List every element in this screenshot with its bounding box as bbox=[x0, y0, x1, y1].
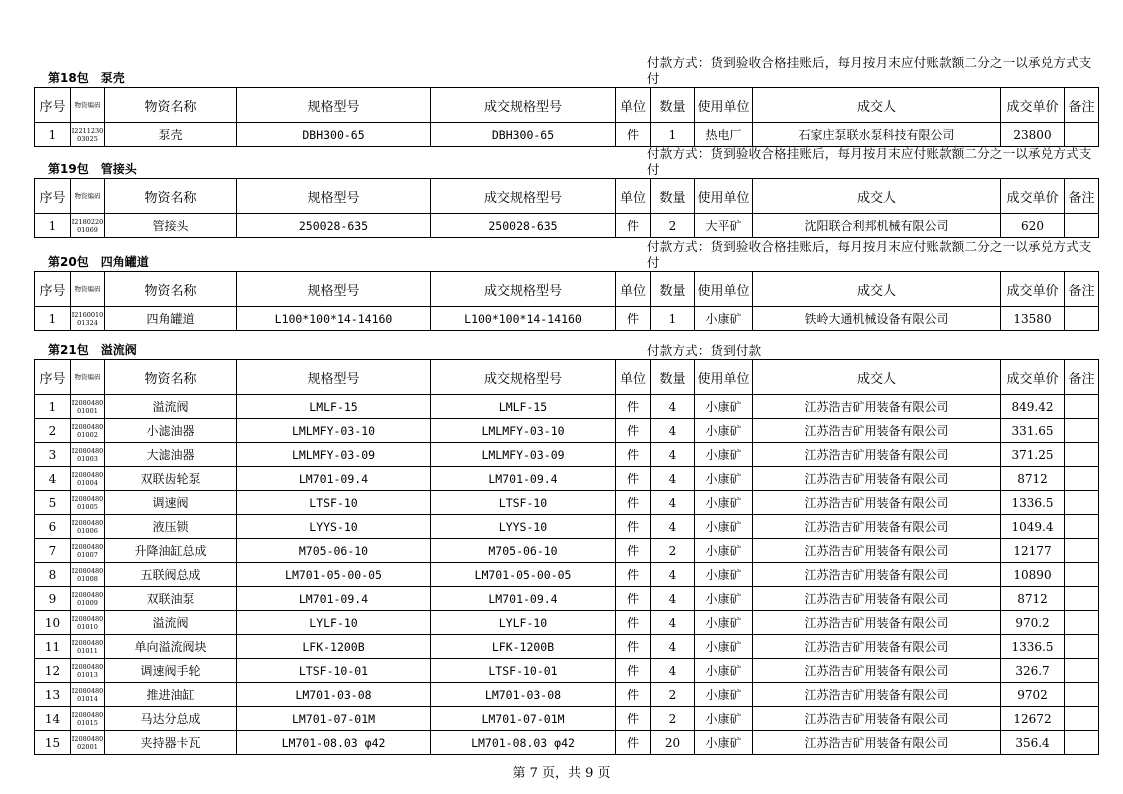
payment-terms: 付款方式：货到验收合格挂账后，每月按月末应付账款额二分之一以承兑方式支付 bbox=[647, 55, 1092, 86]
header-winner: 成交人 bbox=[753, 360, 1001, 395]
header-winner: 成交人 bbox=[753, 179, 1001, 214]
cell-deal-spec: LM701-03-08 bbox=[431, 683, 616, 707]
cell-note bbox=[1065, 659, 1099, 683]
cell-dept: 小康矿 bbox=[695, 635, 753, 659]
cell-code: I208048001003 bbox=[71, 443, 105, 467]
cell-deal-spec: 250028-635 bbox=[431, 214, 616, 238]
cell-unit: 件 bbox=[616, 467, 651, 491]
cell-winner: 江苏浩吉矿用装备有限公司 bbox=[753, 539, 1001, 563]
cell-qty: 4 bbox=[651, 563, 695, 587]
cell-winner: 江苏浩吉矿用装备有限公司 bbox=[753, 683, 1001, 707]
table-row bbox=[35, 587, 1099, 611]
cell-unit: 件 bbox=[616, 587, 651, 611]
cell-price: 326.7 bbox=[1001, 659, 1065, 683]
cell-spec: 250028-635 bbox=[237, 214, 431, 238]
cell-unit: 件 bbox=[616, 214, 651, 238]
table-row bbox=[35, 214, 1099, 238]
cell-seq: 5 bbox=[35, 491, 71, 515]
cell-price: 12177 bbox=[1001, 539, 1065, 563]
header-seq: 序号 bbox=[35, 272, 71, 307]
package-header bbox=[34, 325, 1098, 359]
cell-qty: 2 bbox=[651, 683, 695, 707]
header-qty: 数量 bbox=[651, 360, 695, 395]
cell-code: I208048002001 bbox=[71, 731, 105, 755]
cell-qty: 2 bbox=[651, 707, 695, 731]
package-19 bbox=[34, 144, 1098, 238]
header-deal-spec: 成交规格型号 bbox=[431, 272, 616, 307]
cell-spec: LFK-1200B bbox=[237, 635, 431, 659]
header-name: 物资名称 bbox=[105, 272, 237, 307]
cell-winner: 江苏浩吉矿用装备有限公司 bbox=[753, 443, 1001, 467]
table-row bbox=[35, 123, 1099, 147]
header-winner: 成交人 bbox=[753, 272, 1001, 307]
cell-name: 溢流阀 bbox=[105, 395, 237, 419]
cell-deal-spec: DBH300-65 bbox=[431, 123, 616, 147]
payment-terms: 付款方式：货到验收合格挂账后，每月按月末应付账款额二分之一以承兑方式支付 bbox=[647, 239, 1092, 270]
header-deal-spec: 成交规格型号 bbox=[431, 360, 616, 395]
cell-name: 四角罐道 bbox=[105, 307, 237, 331]
cell-price: 13580 bbox=[1001, 307, 1065, 331]
cell-deal-spec: LMLF-15 bbox=[431, 395, 616, 419]
cell-unit: 件 bbox=[616, 307, 651, 331]
payment-terms: 付款方式：货到验收合格挂账后，每月按月末应付账款额二分之一以承兑方式支付 bbox=[647, 146, 1092, 177]
header-qty: 数量 bbox=[651, 88, 695, 123]
package-title bbox=[48, 69, 125, 86]
cell-winner: 江苏浩吉矿用装备有限公司 bbox=[753, 731, 1001, 755]
cell-code: I221123003025 bbox=[71, 123, 105, 147]
cell-qty: 20 bbox=[651, 731, 695, 755]
cell-deal-spec: LM701-09.4 bbox=[431, 467, 616, 491]
cell-seq: 13 bbox=[35, 683, 71, 707]
header-name: 物资名称 bbox=[105, 88, 237, 123]
table-header-row bbox=[35, 179, 1099, 214]
cell-deal-spec: LYYS-10 bbox=[431, 515, 616, 539]
header-code: 物资编码 bbox=[71, 88, 105, 123]
header-price: 成交单价 bbox=[1001, 360, 1065, 395]
table-row bbox=[35, 467, 1099, 491]
cell-seq: 4 bbox=[35, 467, 71, 491]
cell-spec: LM701-03-08 bbox=[237, 683, 431, 707]
table-row bbox=[35, 515, 1099, 539]
cell-spec: LTSF-10 bbox=[237, 491, 431, 515]
package-name: 管接头 bbox=[100, 162, 137, 176]
header-unit: 单位 bbox=[616, 360, 651, 395]
header-code: 物资编码 bbox=[71, 272, 105, 307]
cell-deal-spec: LYLF-10 bbox=[431, 611, 616, 635]
cell-dept: 小康矿 bbox=[695, 707, 753, 731]
package-number: 第19包 bbox=[48, 162, 89, 176]
header-seq: 序号 bbox=[35, 88, 71, 123]
cell-code: I208048001009 bbox=[71, 587, 105, 611]
cell-qty: 1 bbox=[651, 307, 695, 331]
cell-deal-spec: LMLMFY-03-09 bbox=[431, 443, 616, 467]
cell-price: 12672 bbox=[1001, 707, 1065, 731]
cell-code: I208048001001 bbox=[71, 395, 105, 419]
package-number: 第21包 bbox=[48, 343, 89, 357]
cell-code: I218022001069 bbox=[71, 214, 105, 238]
cell-price: 1336.5 bbox=[1001, 491, 1065, 515]
cell-code: I208048001006 bbox=[71, 515, 105, 539]
header-seq: 序号 bbox=[35, 179, 71, 214]
cell-note bbox=[1065, 611, 1099, 635]
cell-winner: 石家庄泵联水泵科技有限公司 bbox=[753, 123, 1001, 147]
package-21 bbox=[34, 325, 1098, 755]
cell-note bbox=[1065, 214, 1099, 238]
cell-winner: 江苏浩吉矿用装备有限公司 bbox=[753, 419, 1001, 443]
header-code: 物资编码 bbox=[71, 360, 105, 395]
table-header-row bbox=[35, 360, 1099, 395]
header-note: 备注 bbox=[1065, 88, 1099, 123]
cell-deal-spec: M705-06-10 bbox=[431, 539, 616, 563]
cell-seq: 2 bbox=[35, 419, 71, 443]
cell-winner: 江苏浩吉矿用装备有限公司 bbox=[753, 659, 1001, 683]
cell-spec: LM701-09.4 bbox=[237, 467, 431, 491]
cell-price: 849.42 bbox=[1001, 395, 1065, 419]
cell-code: I208048001015 bbox=[71, 707, 105, 731]
table-row bbox=[35, 731, 1099, 755]
header-spec: 规格型号 bbox=[237, 360, 431, 395]
cell-note bbox=[1065, 443, 1099, 467]
cell-name: 双联油泵 bbox=[105, 587, 237, 611]
package-table bbox=[34, 271, 1099, 331]
cell-qty: 4 bbox=[651, 587, 695, 611]
cell-price: 970.2 bbox=[1001, 611, 1065, 635]
cell-code: I208048001011 bbox=[71, 635, 105, 659]
package-header bbox=[34, 237, 1098, 271]
cell-deal-spec: LFK-1200B bbox=[431, 635, 616, 659]
cell-spec: LM701-09.4 bbox=[237, 587, 431, 611]
cell-name: 小滤油器 bbox=[105, 419, 237, 443]
header-deal-spec: 成交规格型号 bbox=[431, 88, 616, 123]
cell-winner: 江苏浩吉矿用装备有限公司 bbox=[753, 707, 1001, 731]
cell-winner: 铁岭大通机械设备有限公司 bbox=[753, 307, 1001, 331]
cell-name: 调速阀 bbox=[105, 491, 237, 515]
package-18 bbox=[34, 53, 1098, 147]
cell-qty: 2 bbox=[651, 214, 695, 238]
cell-dept: 热电厂 bbox=[695, 123, 753, 147]
cell-seq: 9 bbox=[35, 587, 71, 611]
package-title bbox=[48, 160, 137, 177]
header-winner: 成交人 bbox=[753, 88, 1001, 123]
cell-dept: 小康矿 bbox=[695, 491, 753, 515]
cell-spec: DBH300-65 bbox=[237, 123, 431, 147]
cell-price: 1049.4 bbox=[1001, 515, 1065, 539]
table-row bbox=[35, 563, 1099, 587]
cell-price: 356.4 bbox=[1001, 731, 1065, 755]
header-qty: 数量 bbox=[651, 179, 695, 214]
cell-unit: 件 bbox=[616, 659, 651, 683]
header-deal-spec: 成交规格型号 bbox=[431, 179, 616, 214]
cell-dept: 小康矿 bbox=[695, 395, 753, 419]
cell-spec: LYYS-10 bbox=[237, 515, 431, 539]
cell-seq: 11 bbox=[35, 635, 71, 659]
cell-seq: 6 bbox=[35, 515, 71, 539]
cell-seq: 12 bbox=[35, 659, 71, 683]
cell-winner: 江苏浩吉矿用装备有限公司 bbox=[753, 587, 1001, 611]
header-dept: 使用单位 bbox=[695, 360, 753, 395]
cell-seq: 1 bbox=[35, 395, 71, 419]
cell-note bbox=[1065, 587, 1099, 611]
cell-dept: 小康矿 bbox=[695, 611, 753, 635]
cell-qty: 2 bbox=[651, 539, 695, 563]
table-row bbox=[35, 659, 1099, 683]
cell-deal-spec: L100*100*14-14160 bbox=[431, 307, 616, 331]
cell-dept: 小康矿 bbox=[695, 443, 753, 467]
cell-name: 单向溢流阀块 bbox=[105, 635, 237, 659]
cell-note bbox=[1065, 123, 1099, 147]
cell-qty: 4 bbox=[651, 611, 695, 635]
cell-spec: L100*100*14-14160 bbox=[237, 307, 431, 331]
cell-qty: 4 bbox=[651, 659, 695, 683]
cell-note bbox=[1065, 467, 1099, 491]
cell-unit: 件 bbox=[616, 731, 651, 755]
header-price: 成交单价 bbox=[1001, 179, 1065, 214]
cell-dept: 小康矿 bbox=[695, 515, 753, 539]
cell-unit: 件 bbox=[616, 491, 651, 515]
cell-unit: 件 bbox=[616, 611, 651, 635]
cell-dept: 大平矿 bbox=[695, 214, 753, 238]
cell-dept: 小康矿 bbox=[695, 683, 753, 707]
cell-seq: 1 bbox=[35, 214, 71, 238]
header-code: 物资编码 bbox=[71, 179, 105, 214]
header-dept: 使用单位 bbox=[695, 272, 753, 307]
cell-price: 371.25 bbox=[1001, 443, 1065, 467]
header-price: 成交单价 bbox=[1001, 272, 1065, 307]
cell-code: I208048001007 bbox=[71, 539, 105, 563]
cell-seq: 10 bbox=[35, 611, 71, 635]
cell-note bbox=[1065, 707, 1099, 731]
table-row bbox=[35, 539, 1099, 563]
header-spec: 规格型号 bbox=[237, 272, 431, 307]
cell-code: I208048001013 bbox=[71, 659, 105, 683]
table-header-row bbox=[35, 88, 1099, 123]
cell-winner: 江苏浩吉矿用装备有限公司 bbox=[753, 467, 1001, 491]
cell-unit: 件 bbox=[616, 419, 651, 443]
cell-dept: 小康矿 bbox=[695, 563, 753, 587]
cell-dept: 小康矿 bbox=[695, 467, 753, 491]
cell-name: 液压锁 bbox=[105, 515, 237, 539]
cell-price: 23800 bbox=[1001, 123, 1065, 147]
cell-winner: 沈阳联合利邦机械有限公司 bbox=[753, 214, 1001, 238]
cell-note bbox=[1065, 635, 1099, 659]
cell-deal-spec: LTSF-10 bbox=[431, 491, 616, 515]
cell-dept: 小康矿 bbox=[695, 419, 753, 443]
cell-spec: LMLMFY-03-10 bbox=[237, 419, 431, 443]
cell-seq: 7 bbox=[35, 539, 71, 563]
cell-unit: 件 bbox=[616, 515, 651, 539]
header-spec: 规格型号 bbox=[237, 88, 431, 123]
table-row bbox=[35, 635, 1099, 659]
cell-deal-spec: LMLMFY-03-10 bbox=[431, 419, 616, 443]
header-note: 备注 bbox=[1065, 272, 1099, 307]
cell-name: 五联阀总成 bbox=[105, 563, 237, 587]
package-name: 四角罐道 bbox=[100, 255, 149, 269]
header-spec: 规格型号 bbox=[237, 179, 431, 214]
package-name: 泵壳 bbox=[100, 71, 125, 85]
package-table bbox=[34, 359, 1099, 755]
package-title bbox=[48, 341, 137, 358]
cell-spec: LYLF-10 bbox=[237, 611, 431, 635]
cell-dept: 小康矿 bbox=[695, 587, 753, 611]
cell-qty: 4 bbox=[651, 515, 695, 539]
cell-code: I208048001010 bbox=[71, 611, 105, 635]
cell-seq: 15 bbox=[35, 731, 71, 755]
cell-price: 10890 bbox=[1001, 563, 1065, 587]
header-unit: 单位 bbox=[616, 272, 651, 307]
cell-qty: 4 bbox=[651, 419, 695, 443]
cell-code: I216001001324 bbox=[71, 307, 105, 331]
payment-terms: 付款方式：货到付款 bbox=[647, 343, 762, 358]
cell-unit: 件 bbox=[616, 707, 651, 731]
cell-dept: 小康矿 bbox=[695, 307, 753, 331]
header-name: 物资名称 bbox=[105, 179, 237, 214]
cell-winner: 江苏浩吉矿用装备有限公司 bbox=[753, 395, 1001, 419]
cell-price: 8712 bbox=[1001, 467, 1065, 491]
cell-code: I208048001014 bbox=[71, 683, 105, 707]
cell-name: 泵壳 bbox=[105, 123, 237, 147]
cell-unit: 件 bbox=[616, 635, 651, 659]
cell-dept: 小康矿 bbox=[695, 539, 753, 563]
cell-winner: 江苏浩吉矿用装备有限公司 bbox=[753, 515, 1001, 539]
cell-name: 升降油缸总成 bbox=[105, 539, 237, 563]
cell-code: I208048001008 bbox=[71, 563, 105, 587]
package-table bbox=[34, 178, 1099, 238]
header-note: 备注 bbox=[1065, 179, 1099, 214]
cell-unit: 件 bbox=[616, 539, 651, 563]
cell-name: 双联齿轮泵 bbox=[105, 467, 237, 491]
cell-seq: 1 bbox=[35, 123, 71, 147]
cell-spec: LMLMFY-03-09 bbox=[237, 443, 431, 467]
cell-winner: 江苏浩吉矿用装备有限公司 bbox=[753, 635, 1001, 659]
header-unit: 单位 bbox=[616, 88, 651, 123]
cell-qty: 4 bbox=[651, 491, 695, 515]
header-seq: 序号 bbox=[35, 360, 71, 395]
cell-price: 8712 bbox=[1001, 587, 1065, 611]
table-row bbox=[35, 443, 1099, 467]
cell-qty: 1 bbox=[651, 123, 695, 147]
cell-name: 夹持器卡瓦 bbox=[105, 731, 237, 755]
cell-winner: 江苏浩吉矿用装备有限公司 bbox=[753, 611, 1001, 635]
cell-name: 溢流阀 bbox=[105, 611, 237, 635]
cell-dept: 小康矿 bbox=[695, 731, 753, 755]
cell-code: I208048001002 bbox=[71, 419, 105, 443]
header-price: 成交单价 bbox=[1001, 88, 1065, 123]
cell-qty: 4 bbox=[651, 395, 695, 419]
cell-spec: LTSF-10-01 bbox=[237, 659, 431, 683]
cell-qty: 4 bbox=[651, 467, 695, 491]
header-name: 物资名称 bbox=[105, 360, 237, 395]
cell-note bbox=[1065, 395, 1099, 419]
header-qty: 数量 bbox=[651, 272, 695, 307]
cell-name: 调速阀手轮 bbox=[105, 659, 237, 683]
header-dept: 使用单位 bbox=[695, 179, 753, 214]
cell-winner: 江苏浩吉矿用装备有限公司 bbox=[753, 491, 1001, 515]
cell-code: I208048001005 bbox=[71, 491, 105, 515]
cell-price: 1336.5 bbox=[1001, 635, 1065, 659]
cell-name: 管接头 bbox=[105, 214, 237, 238]
package-number: 第18包 bbox=[48, 71, 89, 85]
package-20 bbox=[34, 237, 1098, 331]
table-row bbox=[35, 491, 1099, 515]
cell-spec: LM701-05-00-05 bbox=[237, 563, 431, 587]
table-header-row bbox=[35, 272, 1099, 307]
cell-name: 推进油缸 bbox=[105, 683, 237, 707]
cell-deal-spec: LM701-08.03 φ42 bbox=[431, 731, 616, 755]
cell-unit: 件 bbox=[616, 683, 651, 707]
cell-deal-spec: LTSF-10-01 bbox=[431, 659, 616, 683]
cell-note bbox=[1065, 683, 1099, 707]
cell-note bbox=[1065, 539, 1099, 563]
cell-seq: 1 bbox=[35, 307, 71, 331]
cell-seq: 8 bbox=[35, 563, 71, 587]
cell-deal-spec: LM701-05-00-05 bbox=[431, 563, 616, 587]
package-name: 溢流阀 bbox=[100, 343, 137, 357]
cell-seq: 14 bbox=[35, 707, 71, 731]
table-row bbox=[35, 707, 1099, 731]
cell-name: 马达分总成 bbox=[105, 707, 237, 731]
table-row bbox=[35, 419, 1099, 443]
table-row bbox=[35, 611, 1099, 635]
cell-deal-spec: LM701-09.4 bbox=[431, 587, 616, 611]
table-row bbox=[35, 683, 1099, 707]
cell-price: 331.65 bbox=[1001, 419, 1065, 443]
cell-winner: 江苏浩吉矿用装备有限公司 bbox=[753, 563, 1001, 587]
cell-unit: 件 bbox=[616, 395, 651, 419]
cell-note bbox=[1065, 731, 1099, 755]
cell-qty: 4 bbox=[651, 635, 695, 659]
cell-dept: 小康矿 bbox=[695, 659, 753, 683]
package-number: 第20包 bbox=[48, 255, 89, 269]
cell-price: 620 bbox=[1001, 214, 1065, 238]
cell-unit: 件 bbox=[616, 563, 651, 587]
cell-note bbox=[1065, 419, 1099, 443]
header-unit: 单位 bbox=[616, 179, 651, 214]
cell-deal-spec: LM701-07-01M bbox=[431, 707, 616, 731]
header-dept: 使用单位 bbox=[695, 88, 753, 123]
cell-note bbox=[1065, 563, 1099, 587]
cell-spec: LMLF-15 bbox=[237, 395, 431, 419]
cell-note bbox=[1065, 515, 1099, 539]
cell-name: 大滤油器 bbox=[105, 443, 237, 467]
cell-seq: 3 bbox=[35, 443, 71, 467]
package-header bbox=[34, 53, 1098, 87]
package-header bbox=[34, 144, 1098, 178]
cell-qty: 4 bbox=[651, 443, 695, 467]
cell-spec: M705-06-10 bbox=[237, 539, 431, 563]
header-note: 备注 bbox=[1065, 360, 1099, 395]
cell-code: I208048001004 bbox=[71, 467, 105, 491]
cell-spec: LM701-08.03 φ42 bbox=[237, 731, 431, 755]
cell-spec: LM701-07-01M bbox=[237, 707, 431, 731]
cell-unit: 件 bbox=[616, 123, 651, 147]
cell-note bbox=[1065, 491, 1099, 515]
cell-unit: 件 bbox=[616, 443, 651, 467]
package-table bbox=[34, 87, 1099, 147]
cell-price: 9702 bbox=[1001, 683, 1065, 707]
table-row bbox=[35, 395, 1099, 419]
package-title bbox=[48, 253, 149, 270]
page-footer: 第 7 页，共 9 页 bbox=[512, 766, 611, 781]
